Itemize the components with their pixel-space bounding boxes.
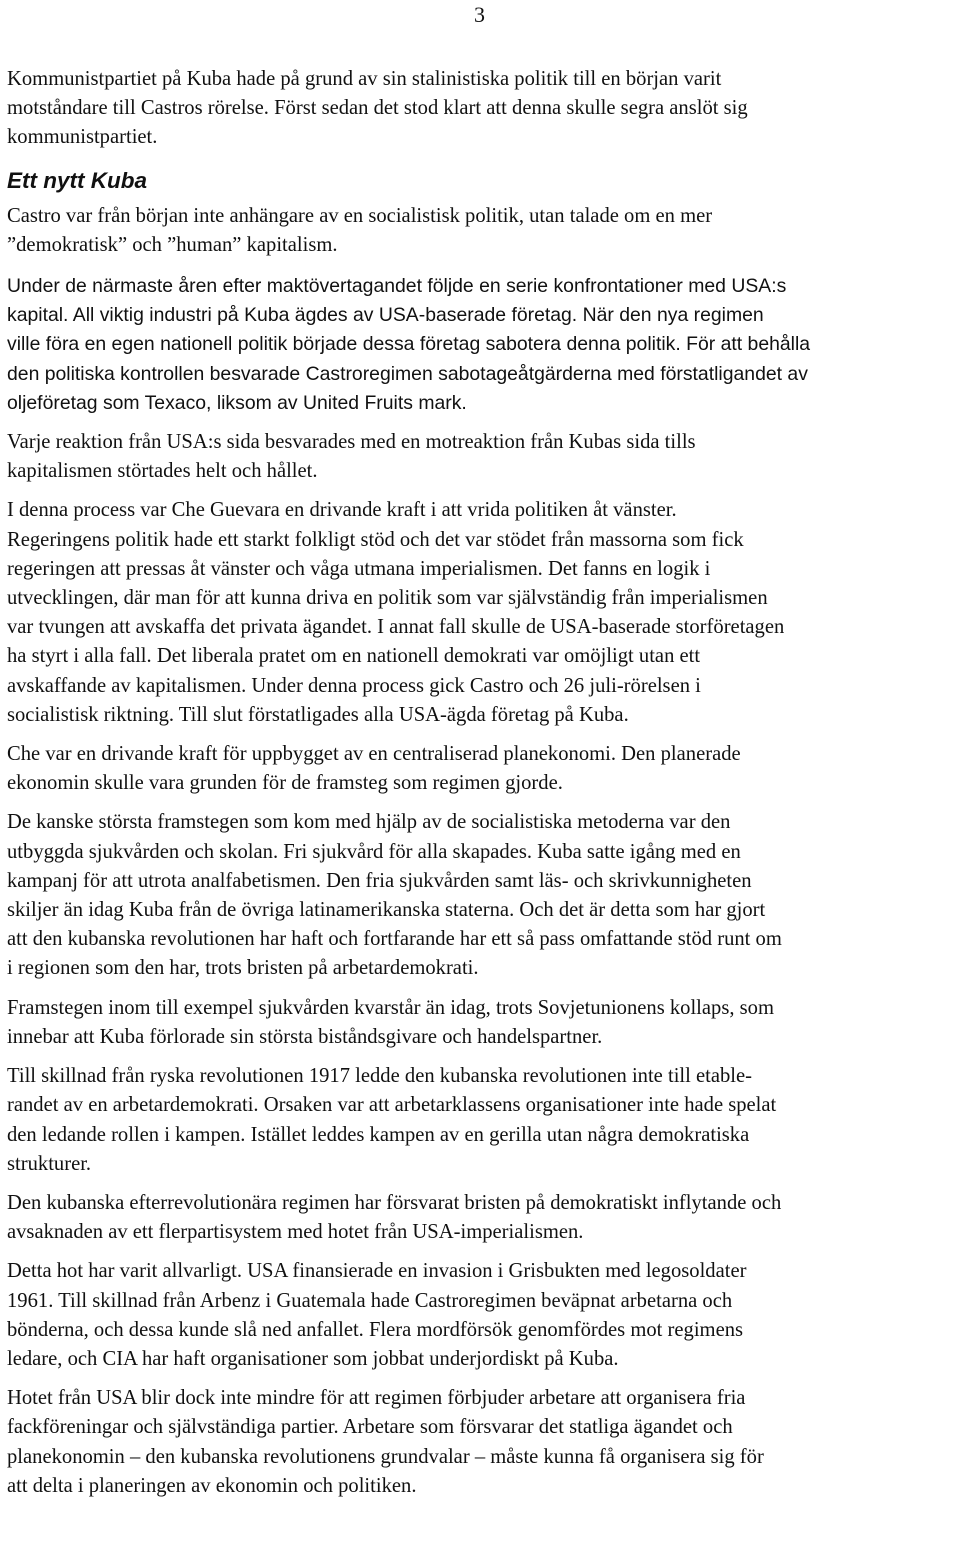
paragraph-trade-unions: Hotet från USA blir dock inte mindre för att regimen förbjuder arbetare att organisera fria fackföreningar och självständiga partier. Arbetare som försvarar det statliga ägandet och planekonomin – den kubanska revolutionens grundvalar – måste kunna få organisera sig för att delta i planeringen av ekonomin och politiken. [7,1387,764,1497]
section-heading: Ett nytt Kuba [7,167,147,193]
paragraph-russian-revolution: Till skillnad från ryska revolutionen 1917 ledde den kubanska revolutionen inte till etable- randet av en arbetardemokrati. Orsaken var att arbetarklassens organisationer inte hade spelat den ledande rollen i kampen. Istället leddes kampen av en gerilla utan några demokratiska strukturer. [7,1065,777,1175]
paragraph-sabotage-text: När den nya regimen ville föra en egen nationell politik började dessa företag sabotera denna politik. För att behålla den politiska kontrollen besvarade Castroregimen sabotageåtgärderna med förstatligandet av oljeföretag som Texaco, liksom av United Fruits mark. [7,304,811,414]
page-content [7,65,957,1501]
paragraph-reaction: Varje reaktion från USA:s sida besvarades med en motreaktion från Kubas sida tills kapitalismen störtades helt och hållet. [7,431,696,483]
paragraph-che-guevara: I denna process var Che Guevara en drivande kraft i att vrida politiken åt vänster. Regeringens politik hade ett starkt folkligt stöd och det var stödet från massorna som fick regeringen att pressas åt vänster och våga utmana imperialismen. Det fanns en logik i utvecklingen, där man för att kunna driva en politik som var självständig från imperialismen var tvungen att avskaffa det privata ägandet. I annat fall skulle de USA-baserade storföretagen ha styrt i alla fall. Det liberala pratet om en nationell demokrati var omöjligt utan ett avskaffande av kapitalismen. Under denna process gick Castro och 26 juli-rörelsen i socialistisk riktning. Till slut förstatligades alla USA-ägda företag på Kuba. [7,499,785,726]
paragraph-castro-capitalism: Castro var från början inte anhängare av en socialistisk politik, utan talade om en mer ”demokratisk” och ”human” kapitalism. [7,204,713,256]
intro-paragraph: Kommunistpartiet på Kuba hade på grund av sin stalinistiska politik till en början varit motståndare till Castros rörelse. Först sedan det stod klart att denna skulle segra anslöt sig kommunistpartiet. [7,68,748,149]
paragraph-soviet-collapse: Framstegen inom till exempel sjukvården kvarstår än idag, trots Sovjetunionens kollaps, som innebar att Kuba förlorade sin största biståndsgivare och handelspartner. [7,996,774,1048]
paragraph-confrontations-text: Under de närmaste åren efter maktövertagandet följde en serie konfrontationer med USA:s kapital. All viktig industri på Kuba ägdes av USA-baserade företag. [7,275,787,327]
paragraph-healthcare-school: De kanske största framstegen som kom med hjälp av de socialistiska metoderna var den utbyggda sjukvården och skolan. Fri sjukvård för alla skapades. Kuba satte igång med en kampanj för att utrota analfabetismen. Den fria sjukvården samt läs- och skrivkunnigheten skiljer än idag Kuba från de övriga latinamerikanska staterna. Och det är detta som har gjort att den kubanska revolutionen har haft och fortfarande har ett så pass omfattande stöd runt om i regionen som den har, trots bristen på arbetardemokrati. [7,811,782,980]
paragraph-planned-economy: Che var en drivande kraft för uppbygget av en centraliserad planekonomi. Den planerade ekonomin skulle vara grunden för de framsteg som regimen gjorde. [7,743,741,795]
paragraph-post-revolution-regime: Den kubanska efterrevolutionära regimen har försvarat bristen på demokratiskt inflytande och avsaknaden av ett flerpartisystem med hotet från USA-imperialismen. [7,1191,782,1244]
page-number: 3 [474,2,485,27]
paragraph-bay-of-pigs: Detta hot har varit allvarligt. USA finansierade en invasion i Grisbukten med legosoldater 1961. Till skillnad från Arbenz i Guatemala hade Castroregimen beväpnat arbetarna och bönderna, och dessa kunde slå ned anfallet. Flera mordförsök genomfördes mot regimens ledare, och CIA har haft organisationer som jobbat underjordiskt på Kuba. [7,1260,747,1370]
paragraph-confrontations [7,272,957,418]
